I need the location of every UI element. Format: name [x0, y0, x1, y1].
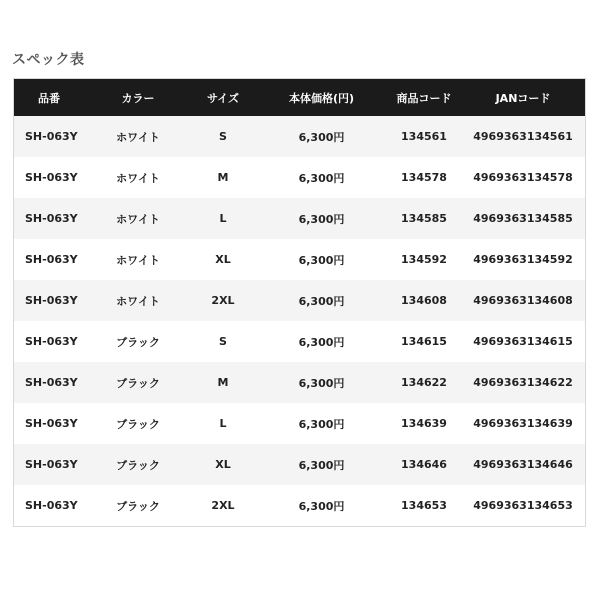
table-header-row [14, 79, 585, 116]
table-row [14, 485, 585, 526]
cell-color: ホワイト [116, 130, 160, 144]
cell-product-number: SH-063Y [25, 130, 78, 143]
cell-jan-code: 4969363134608 [473, 294, 573, 307]
cell-price: 6,300円 [298, 458, 345, 472]
cell-item-code: 134646 [401, 458, 447, 471]
cell-item-code: 134615 [401, 335, 447, 348]
cell-item-code: 134653 [401, 499, 447, 512]
cell-color: ブラック [116, 499, 160, 513]
cell-color: ブラック [116, 417, 160, 431]
cell-size: L [219, 417, 227, 430]
cell-color: ホワイト [116, 294, 160, 308]
cell-price: 6,300円 [298, 294, 345, 308]
cell-price: 6,300円 [298, 335, 345, 349]
spec-table [13, 78, 586, 527]
table-row [14, 403, 585, 444]
cell-jan-code: 4969363134646 [473, 458, 573, 471]
cell-price: 6,300円 [298, 253, 345, 267]
cell-price: 6,300円 [298, 171, 345, 185]
cell-size: M [217, 171, 229, 184]
table-row [14, 198, 585, 239]
cell-jan-code: 4969363134585 [473, 212, 573, 225]
cell-product-number: SH-063Y [25, 212, 78, 225]
cell-item-code: 134639 [401, 417, 447, 430]
table-row [14, 362, 585, 403]
cell-jan-code: 4969363134622 [473, 376, 573, 389]
cell-product-number: SH-063Y [25, 458, 78, 471]
cell-product-number: SH-063Y [25, 171, 78, 184]
header-size: サイズ [206, 91, 240, 105]
table-row [14, 444, 585, 485]
table-row [14, 116, 585, 157]
cell-price: 6,300円 [298, 376, 345, 390]
cell-size: S [219, 130, 227, 143]
cell-product-number: SH-063Y [25, 335, 78, 348]
cell-jan-code: 4969363134639 [473, 417, 573, 430]
cell-color: ブラック [116, 376, 160, 390]
cell-jan-code: 4969363134578 [473, 171, 573, 184]
table-row [14, 157, 585, 198]
cell-item-code: 134608 [401, 294, 447, 307]
cell-color: ホワイト [116, 171, 160, 185]
spec-table-title: スペック表 [12, 52, 85, 68]
cell-product-number: SH-063Y [25, 417, 78, 430]
cell-product-number: SH-063Y [25, 376, 78, 389]
cell-product-number: SH-063Y [25, 499, 78, 512]
cell-item-code: 134622 [401, 376, 447, 389]
cell-price: 6,300円 [298, 499, 345, 513]
cell-item-code: 134592 [401, 253, 447, 266]
cell-color: ブラック [116, 335, 160, 349]
cell-size: XL [215, 458, 231, 471]
table-row [14, 280, 585, 321]
cell-jan-code: 4969363134653 [473, 499, 573, 512]
cell-jan-code: 4969363134561 [473, 130, 573, 143]
cell-price: 6,300円 [298, 417, 345, 431]
cell-jan-code: 4969363134615 [473, 335, 573, 348]
cell-size: 2XL [211, 499, 235, 512]
cell-price: 6,300円 [298, 212, 345, 226]
cell-size: L [219, 212, 227, 225]
cell-size: 2XL [211, 294, 235, 307]
header-jan-code: JANコード [495, 91, 551, 105]
cell-size: XL [215, 253, 231, 266]
header-price: 本体価格(円) [288, 91, 355, 105]
header-item-code: 商品コード [396, 91, 452, 105]
cell-price: 6,300円 [298, 130, 345, 144]
cell-item-code: 134578 [401, 171, 447, 184]
cell-product-number: SH-063Y [25, 294, 78, 307]
cell-size: M [217, 376, 229, 389]
cell-color: ホワイト [116, 212, 160, 226]
cell-item-code: 134585 [401, 212, 447, 225]
cell-item-code: 134561 [401, 130, 447, 143]
cell-product-number: SH-063Y [25, 253, 78, 266]
header-product-number: 品番 [38, 91, 60, 105]
header-color: カラー [121, 91, 155, 105]
cell-color: ブラック [116, 458, 160, 472]
cell-size: S [219, 335, 227, 348]
table-row [14, 321, 585, 362]
cell-color: ホワイト [116, 253, 160, 267]
table-row [14, 239, 585, 280]
cell-jan-code: 4969363134592 [473, 253, 573, 266]
